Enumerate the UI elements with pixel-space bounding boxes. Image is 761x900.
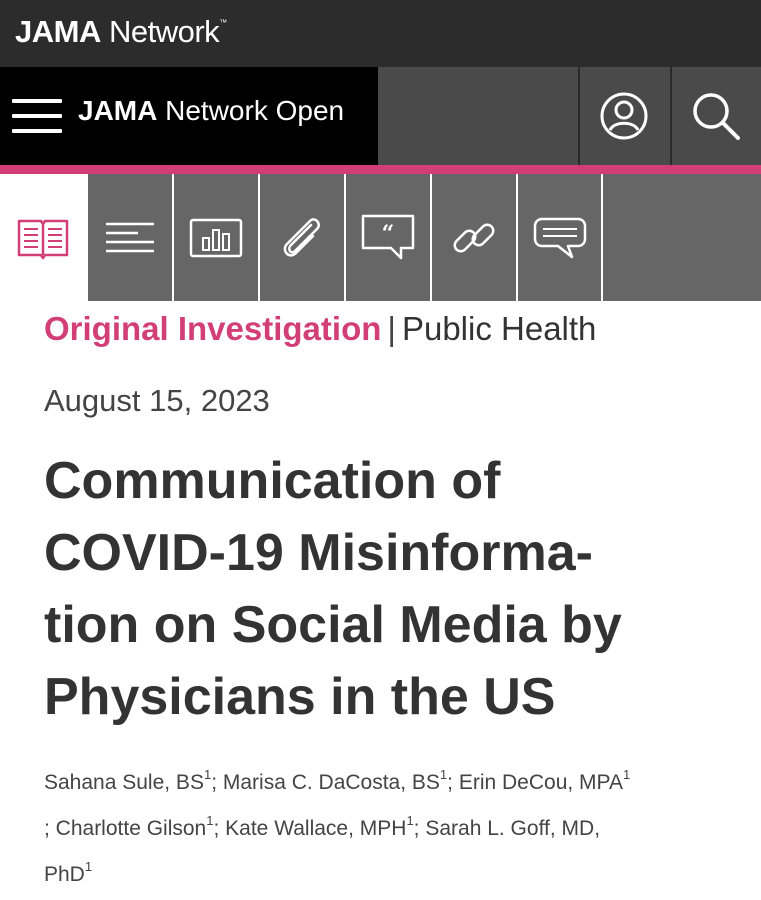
author-name[interactable]: ; Charlotte Gilson	[44, 817, 207, 840]
menu-icon[interactable]	[12, 97, 62, 135]
category-separator: |	[387, 310, 396, 347]
title-line: COVID-19 Misinforma-	[44, 524, 593, 582]
author-name[interactable]: PhD	[44, 863, 85, 886]
affiliation-marker[interactable]: 1	[84, 859, 93, 874]
tab-share[interactable]	[432, 174, 518, 301]
author-line	[44, 849, 734, 895]
tab-outline[interactable]	[88, 174, 174, 301]
author-line	[44, 803, 734, 849]
link-icon	[449, 213, 499, 263]
user-icon	[598, 90, 650, 142]
author-name[interactable]: ; Kate Wallace, MPH	[213, 817, 407, 840]
article-section-link[interactable]: Public Health	[401, 310, 597, 347]
author-name[interactable]: ; Erin DeCou, MPA	[447, 771, 623, 794]
affiliation-marker[interactable]: 1	[623, 767, 631, 782]
article-toolbar	[0, 174, 761, 301]
affiliation-marker[interactable]: 1	[406, 813, 414, 828]
author-list	[44, 757, 734, 895]
list-icon	[104, 218, 156, 258]
affiliation-marker[interactable]: 1	[203, 767, 212, 782]
accent-rule	[0, 165, 761, 174]
journal-header	[0, 67, 761, 165]
author-name[interactable]: ; Sarah L. Goff, MD,	[413, 817, 601, 840]
chart-icon	[189, 218, 243, 258]
tab-figures[interactable]	[174, 174, 260, 301]
publication-date: August 15, 2023	[44, 383, 270, 418]
account-button[interactable]	[578, 67, 668, 165]
article-title	[44, 445, 734, 733]
affiliation-marker[interactable]: 1	[206, 813, 214, 828]
journal-nav	[0, 67, 378, 165]
title-line: Communication of	[44, 452, 501, 510]
title-line: tion on Social Media by	[44, 596, 622, 654]
author-name[interactable]: Sahana Sule, BS	[44, 771, 204, 794]
article-type-link[interactable]: Original Investigation	[44, 310, 382, 347]
svg-text:“: “	[381, 220, 395, 247]
affiliation-marker[interactable]: 1	[439, 767, 448, 782]
search-button[interactable]	[670, 67, 760, 165]
tab-article[interactable]	[0, 174, 88, 301]
jama-network-logo[interactable]: JAMA Network™	[15, 14, 227, 49]
author-line	[44, 757, 734, 803]
title-line: Physicians in the US	[44, 668, 556, 726]
author-name[interactable]: ; Marisa C. DaCosta, BS	[211, 771, 440, 794]
search-icon	[690, 90, 742, 142]
comment-icon	[532, 215, 588, 261]
toolbar-filler	[603, 174, 761, 301]
quote-icon	[361, 214, 415, 262]
journal-title[interactable]: JAMA Network Open	[78, 95, 345, 126]
book-icon	[16, 215, 70, 261]
tab-cite[interactable]	[346, 174, 432, 301]
network-header	[0, 0, 761, 67]
article-category	[44, 310, 596, 348]
paperclip-icon	[277, 213, 327, 263]
tab-comments[interactable]	[518, 174, 603, 301]
tab-supplemental[interactable]	[260, 174, 346, 301]
